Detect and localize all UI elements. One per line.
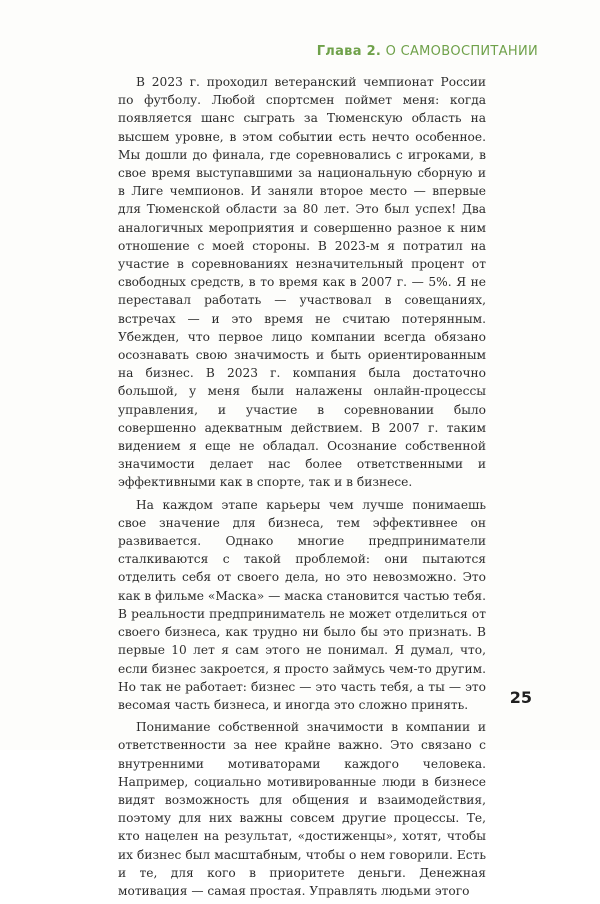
- paragraph: Понимание собственной значимости в компании и ответственности за нее крайне важно. Это связано с внутренними мотиваторами каждого человека. Например, социально мотивированные люди в бизнесе видят возможность для общения и взаимодействия, поэтому для них важны совсем другие процессы. Те, кто нацелен на результат, «достиженцы», хотят, чтобы их бизнес был масштабным, чтобы о нем говорили. Есть и те, для кого в приоритете деньги. Денежная мотивация — самая простая. Управлять людьми этого: [118, 720, 486, 898]
- paragraph: На каждом этапе карьеры чем лучше понимаешь свое значение для бизнеса, тем эффективнее он развивается. Однако многие предприниматели сталкиваются с такой проблемой: они пытаются отделить себя от своего дела, но это невозможно. Это как в фильме «Маска» — маска становится частью тебя. В реальности предприниматель не может отделиться от своего бизнеса, как трудно ни было бы это признать. В первые 10 лет я сам этого не понимал. Я думал, что, если бизнес закроется, я просто займусь чем-то другим. Но так не работает: бизнес — это часть тебя, а ты — это весомая часть бизнеса, и иногда это сложно принять.: [118, 497, 486, 712]
- paragraph: В 2023 г. проходил ветеранский чемпионат России по футболу. Любой спортсмен поймет меня: когда появляется шанс сыграть за Тюменскую область на высшем уровне, в этом событии есть нечто особенное. Мы дошли до финала, где соревновались с игроками, в свое время выступавшими за национальную сборную и в Лиге чемпионов. И заняли второе место — впервые для Тюменской области за 80 лет. Это был успех! Два аналогичных мероприятия и совершенно разное к ним отношение с моей стороны. В 2023-м я потратил на участие в соревнованиях незначительный процент от свободных средств, в то время как в 2007 г. — 5%. Я не переставал работать — участвовал в совещаниях, встречах — и это время не считаю потерянным. Убежден, что первое лицо компании всегда обязано осознавать свою значимость и быть ориентированным на бизнес. В 2023 г. компания была достаточно большой, у меня были налажены онлайн-процессы управления, и участие в соревновании было совершенно адекватным действием. В 2007 г. таким видением я еще не обладал. Осознание собственной значимости делает нас более ответственными и эффективными как в спорте, так и в бизнесе.: [118, 75, 486, 490]
- page-number: 25: [509, 688, 532, 707]
- body-text: [118, 73, 486, 904]
- chapter-label: Глава 2.: [316, 44, 382, 59]
- chapter-header: [317, 44, 538, 59]
- chapter-title: О САМОВОСПИТАНИИ: [385, 44, 538, 59]
